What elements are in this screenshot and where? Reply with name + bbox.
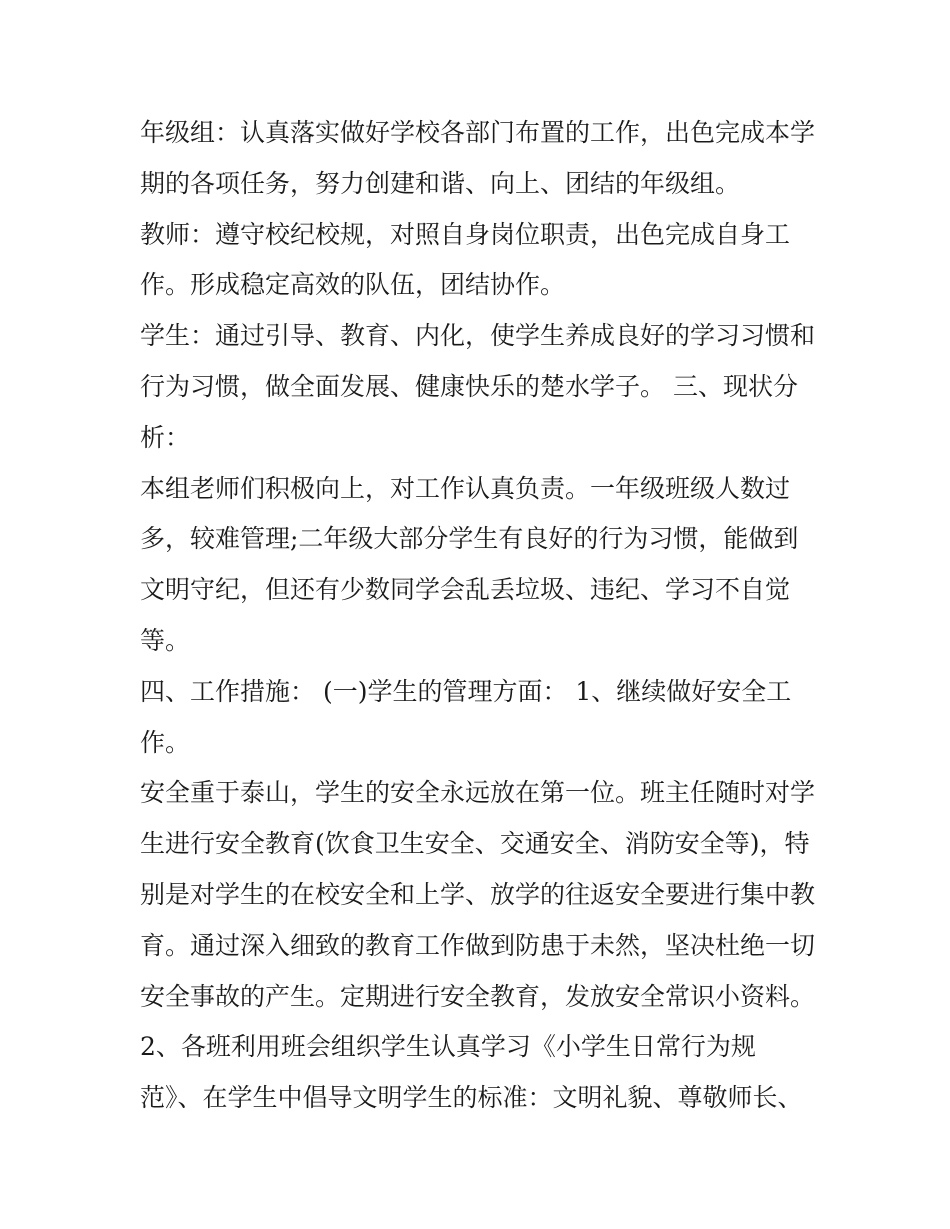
text-line: 多，较难管理;二年级大部分学生有良好的行为习惯，能做到 (140, 524, 799, 554)
document-body (140, 108, 840, 1124)
text-line: 范》、在学生中倡导文明学生的标准：文明礼貌、尊敬师长、 (140, 1083, 803, 1113)
text-line: 期的各项任务，努力创建和谐、向上、团结的年级组。 (140, 168, 741, 198)
text-line: 年级组：认真落实做好学校各部门布置的工作，出色完成本学 (140, 118, 816, 147)
text-line: 教师：遵守校纪校规，对照自身岗位职责，出色完成自身工 (140, 219, 791, 249)
text-line: 学生：通过引导、教育、内化，使学生养成良好的学习习惯和 (140, 321, 816, 351)
text-line: 行为习惯，做全面发展、健康快乐的楚水学子。 三、现状分 (140, 371, 798, 401)
text-line: 安全事故的产生。定期进行安全教育，发放安全常识小资料。 (140, 981, 816, 1011)
text-line: 安全重于泰山，学生的安全永远放在第一位。班主任随时对学 (140, 778, 816, 808)
text-line: 本组老师们积极向上，对工作认真负责。一年级班级人数过 (140, 473, 791, 503)
text-line: 四、工作措施： (一)学生的管理方面： 1、继续做好安全工 (140, 676, 792, 706)
text-line: 作。 (140, 727, 191, 757)
text-line: 作。形成稳定高效的队伍，团结协作。 (140, 270, 566, 300)
text-line: 别是对学生的在校安全和上学、放学的往返安全要进行集中教 (140, 879, 816, 909)
text-line: 析： (140, 422, 191, 452)
text-line: 文明守纪，但还有少数同学会乱丢垃圾、违纪、学习不自觉 (140, 575, 791, 605)
text-line: 等。 (140, 625, 191, 655)
text-line: 2、各班利用班会组织学生认真学习《小学生日常行为规 (140, 1032, 756, 1062)
text-line: 育。通过深入细致的教育工作做到防患于未然，坚决杜绝一切 (140, 930, 816, 960)
text-line: 生进行安全教育(饮食卫生安全、交通安全、消防安全等)，特 (140, 829, 810, 859)
